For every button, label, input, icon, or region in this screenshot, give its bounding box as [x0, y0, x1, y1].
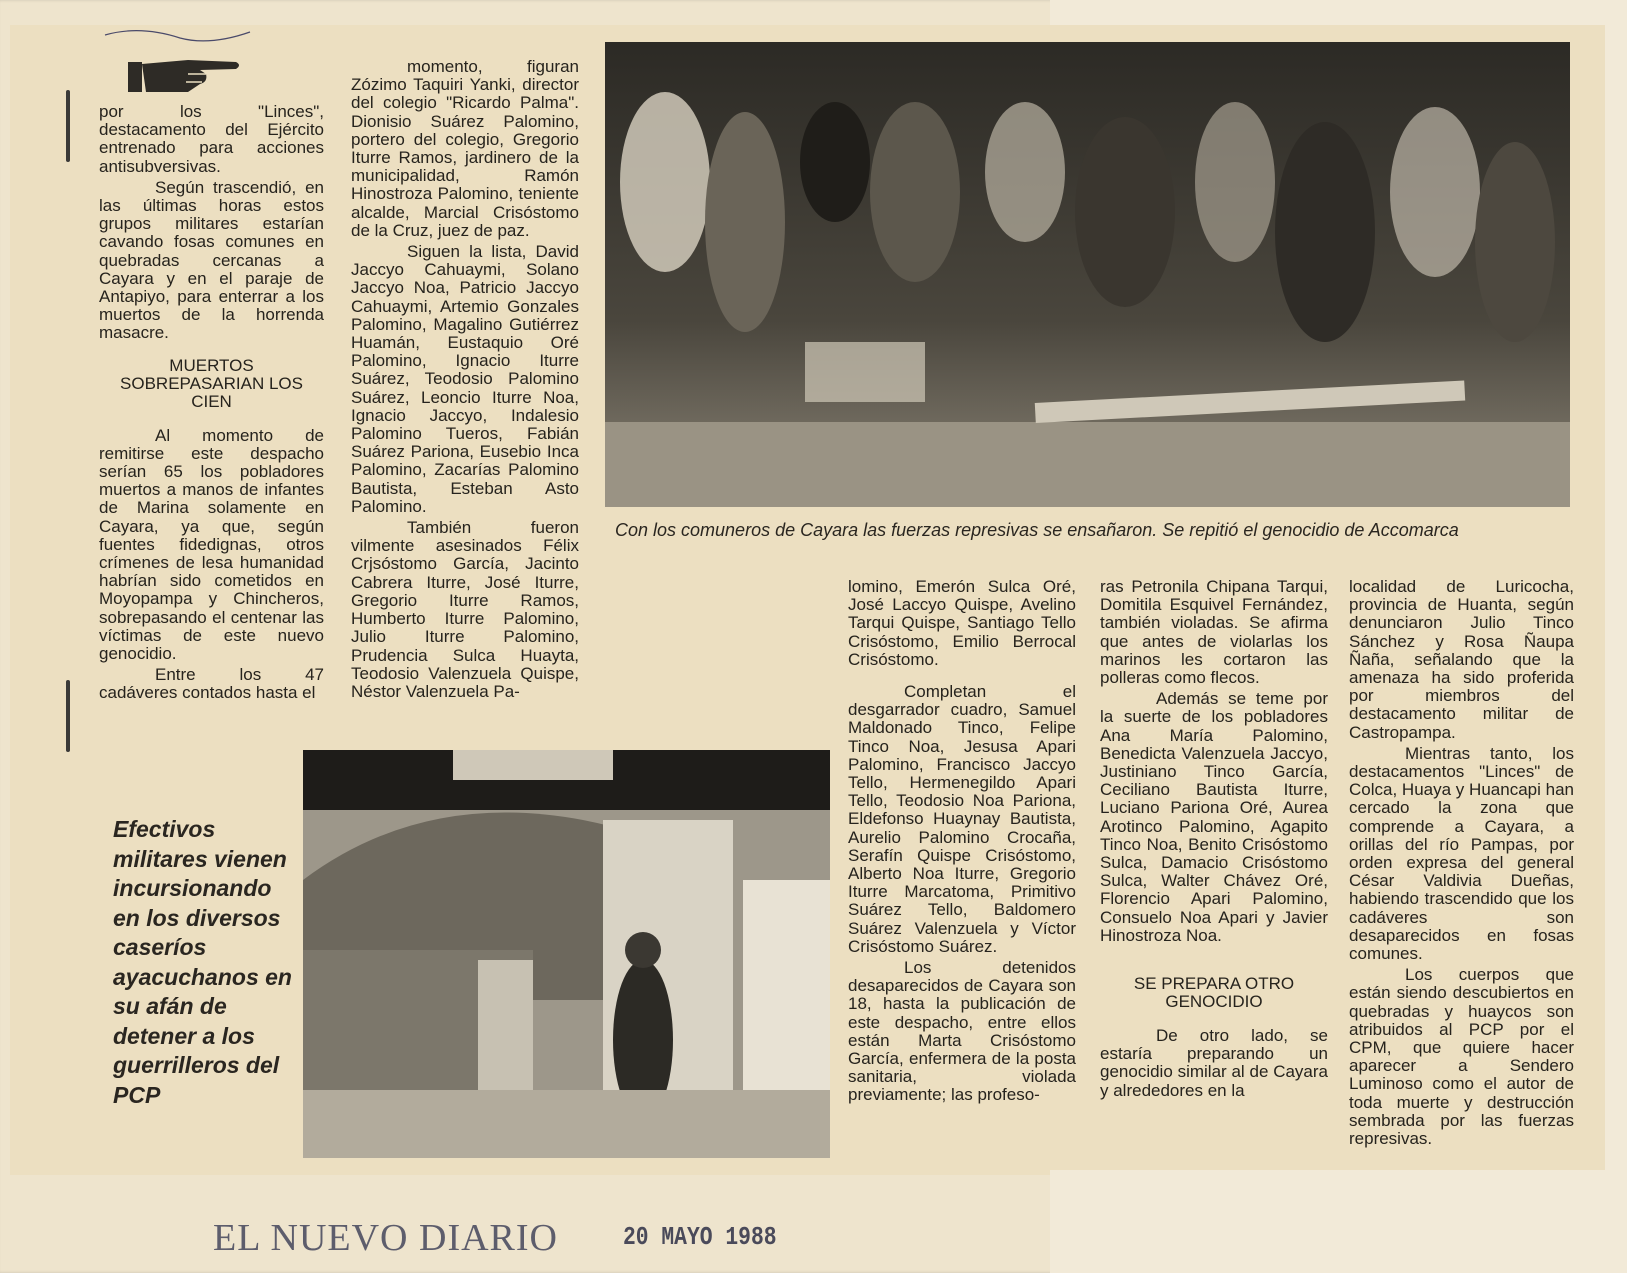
subheading-muertos: [99, 357, 324, 411]
paragraph: Completan el desgarrador cuadro, Samuel Maldonado Tinco, Felipe Tinco Noa, Jesusa Apari Palomino, Francisco Jaccyo Tello, Hermenegildo Apari Tello, Teodosio Noa Pariona, Eldefonso Huaynay Bautista, Aurelio Palomino Crocaña, Serafín Quispe Crisóstomo, Alberto Noa Iturre, Gregorio Iturre Marcatoma, Primitivo Suárez Tello, Baldomero Suárez Valenzuela y Víctor Crisóstomo Suárez.: [848, 682, 1076, 956]
paragraph: Siguen la lista, David Jaccyo Cahuaymi, Solano Jaccyo Noa, Patricio Jaccyo Cahuaymi, Artemio Gonzales Palomino, Magalino Gutiérrez Huamán, Eustaquio Oré Palomino, Ignacio Iturre Suárez, Teodosio Palomino Suárez, Leoncio Iturre Noa, Ignacio Jaccyo, Indalesio Palomino Tueros, Fabián Suárez Pariona, Eusebio Inca Palomino, Zacarías Palomino Bautista, Esteban Asto Palomino.: [351, 242, 579, 516]
pen-scribble-mark: [100, 20, 260, 50]
staple-top: [66, 90, 70, 162]
article-column-3: [848, 578, 1076, 1108]
paragraph: Los detenidos desaparecidos de Cayara son 18, hasta la publicación de este despacho, entre ellos están Marta Crisóstomo García, enfermera de la posta sanitaria, violada previamente; las profeso-: [848, 958, 1076, 1105]
paragraph: localidad de Luricocha, provincia de Huanta, según denunciaron Julio Tinco Sánchez y Rosa Ñaupa Ñaña, señalando que la amenaza ha sido proferida por miembros del destacamento militar de Castropampa.: [1349, 577, 1574, 742]
subheading-line: MUERTOS: [169, 355, 254, 375]
article-column-1: [99, 103, 324, 706]
paragraph: momento, figuran Zózimo Taquiri Yanki, director del colegio "Ricardo Palma". Dionisio Suárez Palomino, portero del colegio, Gregorio Iturre Ramos, jardinero de la municipalidad, Ramón Hinostroza Palomino, teniente alcalde, Marcial Crisóstomo de la Cruz, juez de paz.: [351, 57, 579, 240]
photo-crowd-image: [605, 42, 1570, 507]
article-column-5: [1349, 578, 1574, 1151]
paragraph: De otro lado, se estaría preparando un genocidio similar al de Cayara y alrededores en la: [1100, 1026, 1328, 1100]
photo-comuneros: [605, 42, 1570, 507]
photo-caption: Con los comuneros de Cayara las fuerzas represivas se ensañaron. Se repitió el genocidio de Accomarca: [615, 520, 1459, 540]
staple-bottom: [66, 680, 70, 752]
paragraph: lomino, Emerón Sulca Oré, José Laccyo Quispe, Avelino Tarqui Quispe, Santiago Tello Crisóstomo, Emilio Berrocal Crisóstomo.: [848, 577, 1076, 669]
paragraph: ras Petronila Chipana Tarqui, Domitila Esquivel Fernández, también violadas. Se afirma que antes de violarlas los marinos les cortaron las polleras como flecos.: [1100, 577, 1328, 688]
article-column-2: [351, 58, 579, 704]
paragraph: Mientras tanto, los destacamentos "Linces" de Colca, Huaya y Huancapi han cercado la zona que comprende a Cayara, a orillas del río Pampas, por orden expresa del general César Valdivia Dueñas, habiendo trascendido que los cadáveres son desaparecidos en fosas comunes.: [1349, 743, 1574, 964]
article-column-4: [1100, 578, 1328, 1103]
subheading-line: SOBREPASARIAN LOS: [120, 373, 303, 393]
subheading-line: CIEN: [191, 391, 232, 411]
subheading-genocidio: [1100, 975, 1328, 1011]
subheading-line: SE PREPARA OTRO: [1133, 974, 1295, 994]
photo-street-soldier: [303, 750, 830, 1158]
pointing-hand-icon: [128, 52, 243, 96]
subheading-line: GENOCIDIO: [1165, 992, 1263, 1012]
paragraph: Los cuerpos que están siendo descubiertos en quebradas y huaycos son atribuidos al PCP por el CPM, que quiere hacer aparecer a Sendero Luminoso como el autor de toda muerte y destrucción sembrada por las fuerzas represivas.: [1349, 965, 1574, 1149]
paragraph: Según trascendió, en las últimas horas estos grupos militares estarían cavando fosas comunes en quebradas cercanas a Cayara y en el paraje de Antapiyo, para enterrar a los muertos de la horrenda masacre.: [99, 177, 324, 343]
paragraph: También fueron vilmente asesinados Félix Crjsóstomo García, Jacinto Cabrera Iturre, José Iturre, Gregorio Iturre Ramos, Humberto Iturre Palomino, Julio Iturre Palomino, Prudencia Sulca Huayta, Teodosio Valenzuela Quispe, Néstor Valenzuela Pa-: [351, 518, 579, 701]
paragraph: Además se teme por la suerte de los pobladores Ana María Palomino, Benedicta Valenzuela Jaccyo, Justiniano Tinco García, Ceciliano Bautista Iturre, Luciano Pariona Oré, Aurea Arotinco Palomino, Agapito Tinco Noa, Benito Crisóstomo Sulca, Damacio Crisóstomo Sulca, Walter Chávez Oré, Florencio Apari Palomino, Consuelo Noa Apari y Javier Hinostroza Noa.: [1100, 689, 1328, 945]
paragraph: por los "Linces", destacamento del Ejército entrenado para acciones antisubversivas.: [99, 102, 324, 176]
photo-street-image: [303, 750, 830, 1158]
pull-quote: Efectivos militares vienen incursionando en los diversos caseríos ayacuchanos en su afán de detener a los guerrilleros del PCP: [113, 816, 292, 1108]
paragraph: Al momento de remitirse este despacho serían 65 los pobladores muertos a manos de infantes de Marina solamente en Cayara, ya que, según fuentes fidedignas, otros crímenes de lesa humanidad habrían sido cometidos en Moyopampa y Chincheros, sobrepasando el centenar las víctimas de este nuevo genocidio.: [99, 425, 324, 664]
newspaper-name-stamp: EL NUEVO DIARIO: [213, 1217, 558, 1259]
paragraph: Entre los 47 cadáveres contados hasta el: [99, 665, 324, 703]
date-stamp: 20 MAYO 1988: [623, 1222, 777, 1252]
